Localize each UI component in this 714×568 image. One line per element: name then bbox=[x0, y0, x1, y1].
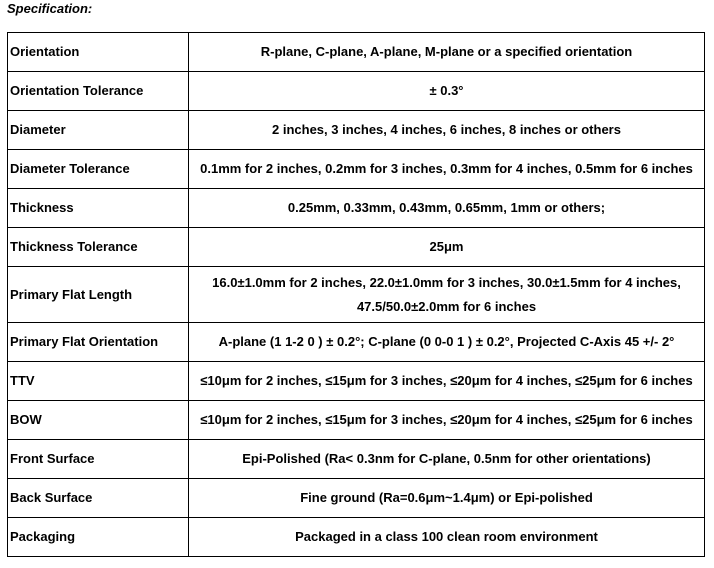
row-value: ≤10μm for 2 inches, ≤15μm for 3 inches, ≤20μm for 4 inches, ≤25μm for 6 inches bbox=[189, 401, 705, 440]
row-label: Diameter bbox=[8, 111, 189, 150]
row-value-line-1: 16.0±1.0mm for 2 inches, 22.0±1.0mm for 3 inches, 30.0±1.5mm for 4 inches, bbox=[212, 274, 681, 290]
table-row-diameter-tolerance bbox=[8, 150, 705, 189]
table-row-packaging bbox=[8, 518, 705, 557]
row-value: 2 inches, 3 inches, 4 inches, 6 inches, 8 inches or others bbox=[189, 111, 705, 150]
table-row-front-surface bbox=[8, 440, 705, 479]
row-value: A-plane (1 1-2 0 ) ± 0.2°; C-plane (0 0-0 1 ) ± 0.2°, Projected C-Axis 45 +/- 2° bbox=[189, 323, 705, 362]
row-label: Thickness bbox=[8, 189, 189, 228]
row-value bbox=[189, 267, 705, 323]
table-row-orientation-tolerance bbox=[8, 72, 705, 111]
row-value: ± 0.3° bbox=[189, 72, 705, 111]
specification-heading: Specification: bbox=[7, 1, 93, 16]
row-label: Primary Flat Orientation bbox=[8, 323, 189, 362]
row-value: Fine ground (Ra=0.6μm~1.4μm) or Epi-polished bbox=[189, 479, 705, 518]
row-value: 0.25mm, 0.33mm, 0.43mm, 0.65mm, 1mm or others; bbox=[189, 189, 705, 228]
table-row-back-surface bbox=[8, 479, 705, 518]
table-row-ttv bbox=[8, 362, 705, 401]
table-row-orientation bbox=[8, 33, 705, 72]
row-label: BOW bbox=[8, 401, 189, 440]
row-value: 25μm bbox=[189, 228, 705, 267]
row-label: Front Surface bbox=[8, 440, 189, 479]
row-label: Thickness Tolerance bbox=[8, 228, 189, 267]
row-value-line-2: 47.5/50.0±2.0mm for 6 inches bbox=[356, 298, 537, 314]
specification-table bbox=[7, 32, 705, 557]
table-row-diameter bbox=[8, 111, 705, 150]
table-row-primary-flat-orientation bbox=[8, 323, 705, 362]
row-label: Packaging bbox=[8, 518, 189, 557]
table-row-bow bbox=[8, 401, 705, 440]
row-label: TTV bbox=[8, 362, 189, 401]
row-value: ≤10μm for 2 inches, ≤15μm for 3 inches, ≤20μm for 4 inches, ≤25μm for 6 inches bbox=[189, 362, 705, 401]
row-value: Packaged in a class 100 clean room environment bbox=[189, 518, 705, 557]
row-value: 0.1mm for 2 inches, 0.2mm for 3 inches, 0.3mm for 4 inches, 0.5mm for 6 inches bbox=[189, 150, 705, 189]
row-value: Epi-Polished (Ra< 0.3nm for C-plane, 0.5nm for other orientations) bbox=[189, 440, 705, 479]
table-row-primary-flat-length bbox=[8, 267, 705, 323]
row-label: Back Surface bbox=[8, 479, 189, 518]
row-label: Primary Flat Length bbox=[8, 267, 189, 323]
row-label: Orientation Tolerance bbox=[8, 72, 189, 111]
row-label: Diameter Tolerance bbox=[8, 150, 189, 189]
row-label: Orientation bbox=[8, 33, 189, 72]
table-row-thickness-tolerance bbox=[8, 228, 705, 267]
table-row-thickness bbox=[8, 189, 705, 228]
row-value: R-plane, C-plane, A-plane, M-plane or a specified orientation bbox=[189, 33, 705, 72]
